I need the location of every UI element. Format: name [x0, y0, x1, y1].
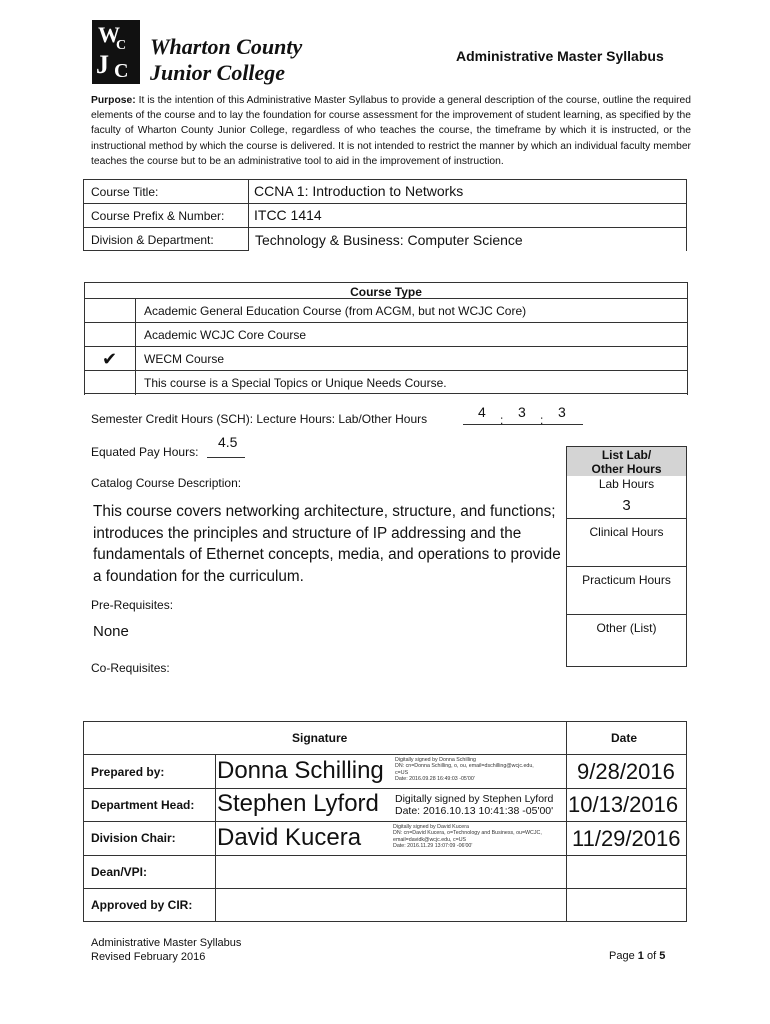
division-chair-signature[interactable]: David Kucera [217, 824, 362, 851]
digital-line: Digitally signed by Stephen Lyford [395, 793, 554, 805]
course-type-checkbox[interactable] [84, 323, 136, 347]
logo-letter-c1: C [116, 38, 127, 53]
dean-vpi-label: Dean/VPI: [91, 865, 148, 879]
department-head-label: Department Head: [91, 798, 195, 812]
page-current: 1 [637, 950, 644, 962]
lab-divider [567, 518, 686, 519]
college-name-line1: Wharton County [150, 34, 303, 59]
course-type-right-border [687, 282, 688, 395]
prerequisites-label: Pre-Requisites: [91, 598, 174, 612]
course-prefix-value: ITCC 1414 [254, 207, 322, 223]
course-title-label: Course Title: [91, 185, 159, 199]
dean-vpi-date[interactable] [567, 856, 687, 888]
digital-line: Date: 2016.11.29 13:07:09 -06'00' [393, 843, 473, 850]
footer [91, 936, 241, 964]
dean-vpi-signature[interactable] [216, 856, 566, 888]
list-lab-heading-line2: Other Hours [591, 462, 662, 476]
purpose-paragraph [91, 93, 691, 169]
date-heading: Date [611, 731, 638, 745]
division-chair-label: Division Chair: [91, 831, 176, 845]
course-type-row [84, 370, 688, 394]
course-type-label: Academic WCJC Core Course [144, 328, 307, 342]
prepared-by-date: 9/28/2016 [577, 759, 675, 784]
eph-underline [207, 457, 245, 458]
sch-value: 4 [478, 404, 486, 420]
course-type-checkbox[interactable] [84, 299, 136, 323]
logo-letter-c2: C [114, 60, 129, 82]
practicum-hours-label: Practicum Hours [582, 573, 671, 587]
course-type-label: This course is a Special Topics or Unique Needs Course. [144, 376, 447, 390]
sch-separator: : [500, 413, 504, 427]
info-right-border [686, 179, 687, 251]
footer-line2: Revised February 2016 [91, 951, 206, 963]
course-type-label: Academic General Education Course (from ACGM, but not WCJC Core) [144, 304, 527, 318]
digital-line: Date: 2016.10.13 10:41:38 -05'00' [395, 805, 554, 817]
page-of: of [646, 950, 657, 962]
division-label: Division & Department: [91, 233, 214, 247]
sch-underline [463, 424, 583, 425]
catalog-description-label: Catalog Course Description: [91, 476, 242, 490]
list-lab-heading-line1: List Lab/ [601, 448, 652, 462]
sig-row-divider [83, 788, 687, 789]
approved-by-cir-date[interactable] [567, 889, 687, 921]
course-type-heading: Course Type [84, 282, 688, 298]
lab-divider [567, 566, 686, 567]
catalog-description: This course covers networking architecture, structure, and functions; introduces the principles and structure of IP addressing and the fundamentals of Ethernet concepts, media, and operations to provide a foundation for the curriculum. [93, 503, 561, 585]
course-title-row [83, 179, 687, 203]
digital-signature-info [393, 824, 542, 850]
course-type-left-border [84, 282, 85, 395]
approved-by-cir-label: Approved by CIR: [91, 898, 193, 912]
purpose-label: Purpose: [91, 95, 136, 106]
digital-signature-info [395, 793, 553, 817]
digital-signature-info [395, 757, 534, 783]
other-hours-label: Other (List) [596, 621, 657, 635]
digital-line: DN: cn=David Kucera, o=Technology and Business, ou=WCJC, [393, 830, 542, 837]
division-value: Technology & Business: Computer Science [255, 232, 523, 248]
course-prefix-label: Course Prefix & Number: [91, 209, 225, 223]
info-left-border [83, 179, 84, 251]
course-title-value: CCNA 1: Introduction to Networks [254, 183, 464, 199]
course-type-row [84, 298, 688, 322]
digital-line: email=davidk@wcjc.edu, c=US [393, 836, 467, 843]
lecture-separator: : [540, 413, 544, 427]
sig-row-divider [83, 754, 687, 755]
lab-hours-label: Lab Hours [598, 477, 655, 491]
digital-line: Digitally signed by Donna Schilling [395, 757, 476, 763]
prerequisites-value: None [93, 623, 129, 640]
course-type-checkbox[interactable] [84, 371, 136, 395]
college-name-line2: Junior College [150, 60, 286, 85]
prepared-by-signature[interactable]: Donna Schilling [217, 757, 384, 784]
department-head-date: 10/13/2016 [568, 792, 679, 817]
purpose-text: It is the intention of this Administrative Master Syllabus to provide a general description of the course, outline the required elements of the course and to lay the foundation for course assessment for the improvement of student learning, as specified by the faculty of Wharton County Junior College, regardless of who teaches the course, the timeframe by which it is instructed, or the instructional method by which the course is delivered. It is not intended to restrict the manner by which an individual faculty member teaches the course but to be an administrative tool to aid in the improvement of instruction. [91, 95, 691, 167]
info-bottom-border [83, 250, 249, 251]
page-total: 5 [659, 950, 666, 962]
logo-letter-j: J [96, 50, 109, 79]
digital-line: c=US [395, 769, 409, 776]
digital-line: Digitally signed by David Kucera [393, 824, 469, 830]
lab-hours-box-value: 3 [622, 497, 631, 514]
lab-hours-value: 3 [558, 404, 566, 420]
sig-row-divider [83, 821, 687, 822]
prepared-by-label: Prepared by: [91, 765, 165, 779]
lab-divider [567, 614, 686, 615]
division-chair-date: 11/29/2016 [572, 826, 681, 851]
eph-value: 4.5 [218, 434, 238, 450]
document-title: Administrative Master Syllabus [456, 48, 664, 64]
sch-label: Semester Credit Hours (SCH): Lecture Hours: Lab/Other Hours [91, 412, 428, 426]
footer-line1: Administrative Master Syllabus [91, 937, 242, 949]
course-prefix-row [83, 203, 687, 227]
division-row [83, 227, 687, 251]
digital-line: DN: cn=Donna Schilling, o, ou, email=dschilling@wcjc.edu, [395, 763, 534, 770]
course-type-label: WECM Course [144, 352, 225, 366]
wecm-checkbox-checked[interactable]: ✔ [84, 347, 136, 371]
logo-letter-w: W [98, 22, 120, 47]
lecture-hours-value: 3 [518, 404, 526, 420]
course-type-row [84, 322, 688, 346]
approved-by-cir-signature[interactable] [216, 889, 566, 921]
clinical-hours-label: Clinical Hours [589, 525, 664, 539]
info-separator [248, 179, 249, 251]
list-lab-heading [567, 447, 686, 476]
page-number [609, 950, 665, 962]
digital-line: Date: 2016.09.28 16:49:03 -05'00' [395, 776, 475, 783]
eph-label: Equated Pay Hours: [91, 445, 199, 459]
corequisites-label: Co-Requisites: [91, 661, 170, 675]
page-prefix: Page [609, 950, 635, 962]
college-logo [92, 20, 140, 84]
department-head-signature[interactable]: Stephen Lyford [217, 790, 379, 817]
course-type-row [84, 346, 688, 370]
college-name [150, 34, 302, 86]
signature-heading: Signature [292, 731, 348, 745]
